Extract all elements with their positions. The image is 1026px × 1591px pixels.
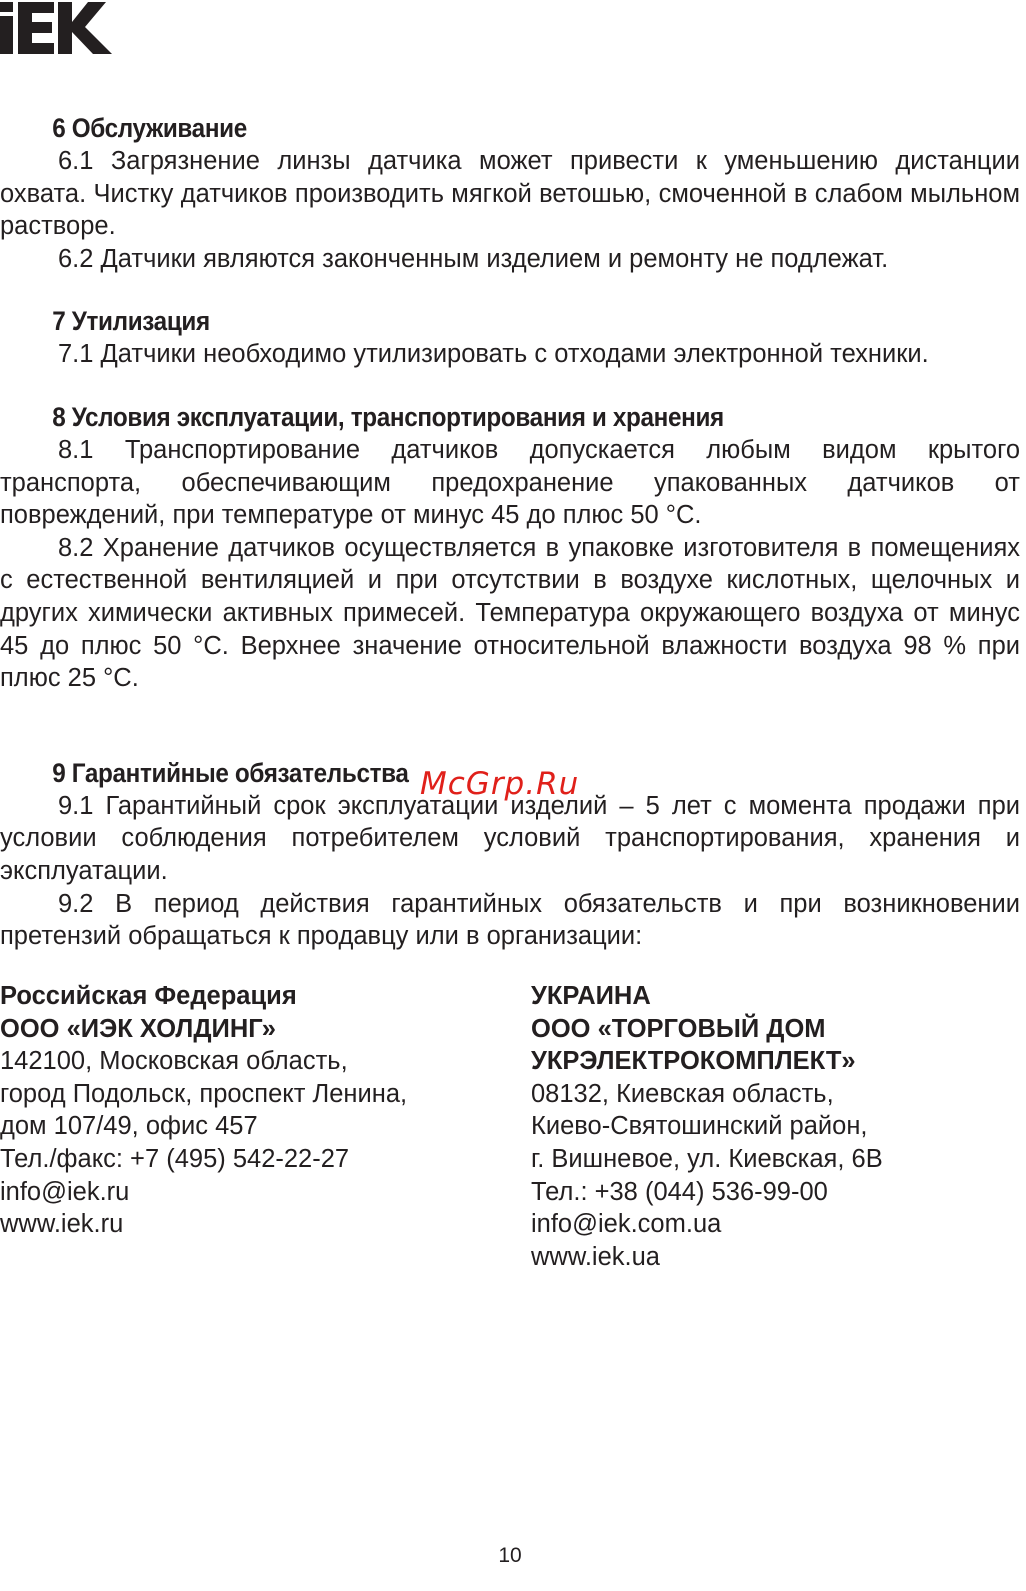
org-russia-address-1: 142100, Московская область, [0, 1047, 348, 1076]
section-6-heading: 6 Обслуживание [52, 113, 247, 143]
org-russia-company: ООО «ИЭК ХОЛДИНГ» [0, 1014, 276, 1043]
iek-logo [0, 2, 114, 54]
paragraph-6-2: 6.2 Датчики являются законченным изделием и ремонту не подлежат. [58, 244, 889, 273]
section-7-heading: 7 Утилизация [52, 306, 210, 337]
section-8-heading: 8 Условия эксплуатации, транспортирования и хранения [52, 401, 724, 432]
paragraph-8-1: 8.1 Транспортирование датчиков допускается любым видом крытого транспорта, обеспечивающим предохранение упакованных датчиков от повреждений, при температуре от минус 45 до плюс 50 °С. [0, 435, 1020, 530]
org-ukraine [531, 980, 883, 1273]
paragraph-7-1: 7.1 Датчики необходимо утилизировать с отходами электронной техники. [58, 340, 929, 369]
org-ukraine-company-2: УКРЭЛЕКТРОКОМПЛЕКТ» [531, 1047, 856, 1076]
org-russia-address-2: город Подольск, проспект Ленина, [0, 1079, 408, 1108]
paragraph-6-1: 6.1 Загрязнение линзы датчика может привести к уменьшению дистанции охвата. Чистку датчиков производить мягкой ветошью, смоченной в слабом мыльном растворе. [0, 147, 1020, 241]
paragraph-9-2: 9.2 В период действия гарантийных обязательств и при возникновении претензий обращаться к продавцу или в организации: [0, 889, 1020, 951]
org-ukraine-phone: Тел.: +38 (044) 536-99-00 [531, 1177, 828, 1206]
iek-logo-mark [0, 2, 114, 54]
org-ukraine-country: УКРАИНА [531, 982, 651, 1010]
org-ukraine-company-1: ООО «ТОРГОВЫЙ ДОМ [531, 1014, 826, 1043]
page-number: 10 [498, 1544, 522, 1567]
section-9-heading: 9 Гарантийные обязательства [52, 757, 409, 788]
org-ukraine-address-2: Киево-Святошинский район, [531, 1112, 868, 1141]
paragraph-9-1: 9.1 Гарантийный срок эксплуатации изделий – 5 лет с момента продажи при условии соблюдения потребителем условий транспортирования, хранения и эксплуатации. [0, 791, 1020, 885]
org-ukraine-address-1: 08132, Киевская область, [531, 1079, 834, 1108]
org-russia-email: info@iek.ru [0, 1177, 130, 1206]
document-body [0, 112, 1020, 953]
org-russia-address-3: дом 107/49, офис 457 [0, 1112, 258, 1141]
watermark: McGrp.Ru [420, 766, 580, 802]
org-russia-website: www.iek.ru [0, 1210, 124, 1239]
paragraph-8-2: 8.2 Хранение датчиков осуществляется в упаковке изготовителя в помещениях с естественной вентиляцией и при отсутствии в воздухе кислотных, щелочных и других химически активных примесей. Температура окружающего воздуха от минус 45 до плюс 50 °С. Верхнее значение относительной влажности воздуха 98 % при плюс 25 °С. [0, 533, 1020, 693]
org-ukraine-email: info@iek.com.ua [531, 1210, 722, 1239]
org-russia-phone: Тел./факс: +7 (495) 542-22-27 [0, 1144, 350, 1173]
org-russia [0, 980, 407, 1241]
org-ukraine-address-3: г. Вишневое, ул. Киевская, 6В [531, 1144, 883, 1173]
org-ukraine-website: www.iek.ua [531, 1242, 660, 1271]
org-russia-country: Российская Федерация [0, 982, 297, 1010]
